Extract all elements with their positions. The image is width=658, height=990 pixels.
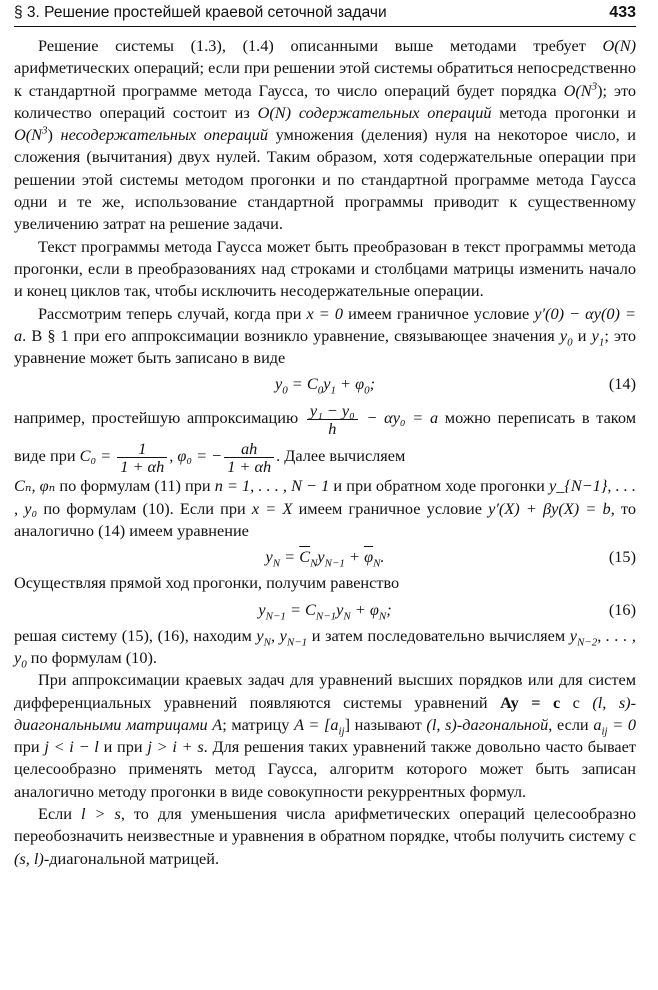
running-header <box>14 0 636 27</box>
paragraph-approximation: например, простейшую аппроксимацию $\frac{\text{y₁ − y₀}}{h}$ − αy₀ = a можно переписать в таком виде при C₀ = $\frac{1}{1 + \alpha h}$ , φ₀ = − $\frac{ah}{1 + \alpha h}$ . Далее вычисляем <box>14 401 637 477</box>
fraction-phi0: $\frac{ah}{1 + \alpha h}$ <box>224 440 274 475</box>
paragraph-solve-system: решая систему (15), (16), находим $y_N$, $y_{N-1}$ и затем последовательно вычисляем $y_{N-2}$, . . . , $y_0$ по формулам (10). <box>14 625 636 671</box>
equation-15: $y_N = \overline{C}_Ny_{N-1} + \overline{\varphi}_N$. (15) <box>14 542 636 572</box>
paragraph-forward-pass: Осуществляя прямой ход прогонки, получим равенство <box>14 573 400 593</box>
section-title: § 3. Решение простейшей краевой сеточной задачи <box>14 3 387 21</box>
fraction-difference: $\frac{\text{y₁ − y₀}}{h}$ <box>307 402 358 437</box>
fraction-c0: $\frac{1}{1 + \alpha h}$ <box>117 440 167 475</box>
emphasis-diagonal-matrices: -диагональными матрицами <box>14 692 637 734</box>
equation-number-15: (15) <box>608 547 636 567</box>
equation-number-14: (14) <box>608 374 636 394</box>
emphasis-meaningless-ops: несодержательных операций <box>60 125 269 145</box>
emphasis-meaningful-ops: содержательных операций <box>298 102 492 122</box>
paragraph-approximation-cont: Cₙ, φₙ по формулам (11) при n = 1, . . . , N − 1 и при обратном ходе прогонки y_{N−1}, . . . , y₀ по формулам (10). Если при x = X имеем граничное условие y′(X) + βy(X) = b, то аналогично (14) имеем уравнение <box>14 476 636 541</box>
paragraph-reverse-order: Если l > s, то для уменьшения числа арифметических операций целесообразно переобозначить неизвестные и уравнения в обратном порядке, чтобы получить систему с (s, l)-диагональной матрицей. <box>14 804 636 868</box>
equation-16: $y_{N-1} = C_{N-1}y_N + \varphi_N$; (16) <box>14 595 636 625</box>
emphasis-diagonal: -дагональной <box>456 714 549 734</box>
paragraph-operations-count: Решение системы (1.3), (1.4) описанными выше методами требует O(N) арифметических операций; если при решении этой системы обратиться непосредственно к стандартной программе метода Гаусса, то число операций будет порядка $O(N^3)$; это количество операций состоит из O(N) содержательных операций метода прогонки и $O(N^3)$ несодержательных операций умножения (деления) нуля на некоторое число, и сложения (вычитания) двух нулей. Таким образом, хотя содержательные операции при решении этой системы методом прогонки и по стандартной программе метода Гаусса одни и те же, использование стандартной программы приводит к существенному увеличению затрат на решение задачи. <box>14 36 636 234</box>
page-number: 433 <box>609 3 636 21</box>
equation-14: $y_0 = C_0y_1 + \varphi_0$; (14) <box>14 369 636 399</box>
paragraph-gauss-program: Текст программы метода Гаусса может быть преобразован в текст программы метода прогонки, если в преобразованиях над строками и столбцами матрицы изменить начало и конец циклов так, чтобы исключить несодержательные операции. <box>14 236 636 301</box>
paragraph-band-matrices: При аппроксимации краевых задач для уравнений высших порядков или для систем дифференциальных уравнений появляются системы уравнений Ay = c с (l, s)-диагональными матрицами A; матрицу $A = [a_{ij}]$ называют (l, s)-дагональной, если $a_{ij} = 0$ при j < i − l и при j > i + s. Для решения таких уравнений также довольно часто бывает целесообразно применять метод Гаусса, алгоритм которого может быть записан аналогично методу прогонки в виде совокупности рекуррентных формул. <box>14 670 637 801</box>
paragraph-boundary-condition: Рассмотрим теперь случай, когда при x = 0 имеем граничное условие y′(0) − αy(0) = a. В § 1 при его аппроксимации возникло уравнение, связывающее значения $y_0$ и $y_1$; это уравнение может быть записано в виде <box>14 303 637 368</box>
equation-number-16: (16) <box>608 599 636 619</box>
